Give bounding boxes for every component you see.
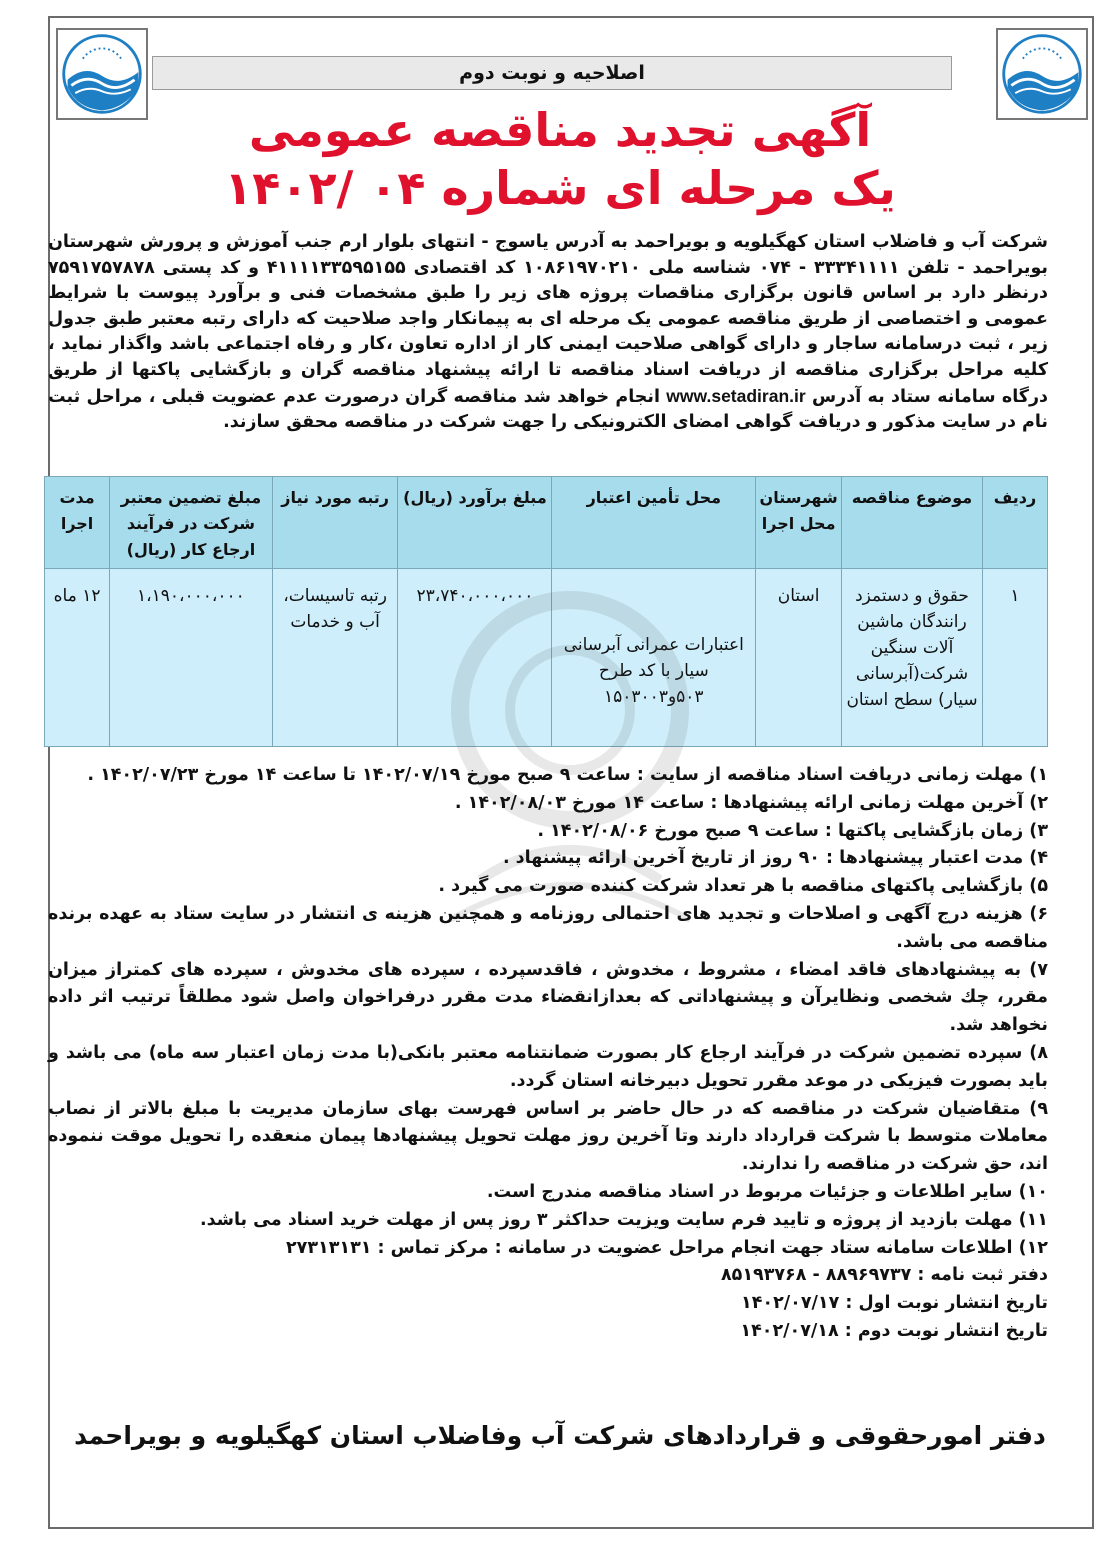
website-link[interactable]: www.setadiran.ir bbox=[666, 385, 806, 406]
page-subtitle: یک مرحله ای شماره ۰۴ /۱۴۰۲ bbox=[224, 161, 896, 215]
header-row-number: ردیف bbox=[982, 477, 1047, 569]
header-grade: رتبه مورد نیاز bbox=[272, 477, 398, 569]
cell-guarantee: ۱،۱۹۰،۰۰۰،۰۰۰ bbox=[110, 569, 273, 747]
page-title: آگهی تجدید مناقصه عمومی bbox=[248, 103, 872, 157]
header-city: شهرستان محل اجرا bbox=[756, 477, 842, 569]
term-item: ۱۰) سایر اطلاعات و جزئیات مربوط در اسناد مناقصه مندرج است. bbox=[486, 1181, 1048, 1202]
term-item: ۲) آخرین مهلت زمانی ارائه پیشنهادها : ساعت ۱۴ مورخ ۱۴۰۲/۰۸/۰۳ . bbox=[454, 792, 1048, 813]
cell-grade: رتبه تاسیسات، آب و خدمات bbox=[272, 569, 398, 747]
second-publication-date: تاریخ انتشار نوبت دوم : ۱۴۰۲/۰۷/۱۸ bbox=[740, 1320, 1048, 1341]
header-duration: مدت اجرا bbox=[45, 477, 110, 569]
header-subject: موضوع مناقصه bbox=[842, 477, 983, 569]
table-header-row bbox=[45, 477, 1048, 569]
term-item: ۶) هزینه درج آگهی و اصلاحات و تجدید های احتمالی روزنامه و همچنین هزینه ی انتشار در سایت ستاد به عهده برنده مناقصه می باشد. bbox=[48, 903, 1048, 952]
term-item: ۱۲) اطلاعات سامانه ستاد جهت انجام مراحل عضویت در سامانه : مرکز تماس : ۲۷۳۱۳۱۳۱ bbox=[286, 1237, 1048, 1258]
header-guarantee: مبلغ تضمین معتبر شرکت در فرآیند ارجاع کار (ریال) bbox=[110, 477, 273, 569]
cell-row-number: ۱ bbox=[982, 569, 1047, 747]
terms-list bbox=[48, 762, 1048, 1346]
table-row bbox=[45, 569, 1048, 747]
registry-phones: دفتر ثبت نامه : ۸۸۹۶۹۷۳۷ - ۸۵۱۹۳۷۶۸ bbox=[720, 1265, 1048, 1286]
first-publication-date: تاریخ انتشار نوبت اول : ۱۴۰۲/۰۷/۱۷ bbox=[741, 1293, 1048, 1314]
term-item: ۸) سپرده تضمین شرکت در فرآیند ارجاع کار بصورت ضمانتنامه معتبر بانکی(با مدت زمان اعتبار سه ماه) می باشد و باید بصورت فیزیکی در موعد مقرر تحویل دبیرخانه استان گردد. bbox=[48, 1042, 1048, 1091]
intro-text: شرکت آب و فاضلاب استان کهگیلویه و بویراحمد به آدرس یاسوج - انتهای بلوار ارم جنب آموزش و پرورش شهرستان بویراحمد - تلفن ۳۳۳۴۱۱۱۱ - ۰۷۴ شناسه ملی ۱۰۸۶۱۹۷۰۲۱۰ کد اقتصادی ۴۱۱۱۱۳۳۵۹۵۱۵۵ و کد پستی ۷۵۹۱۷۵۷۸۷۸ درنظر دارد بر اساس قانون برگزاری مناقصات پروژه های زیر را طبق مشخصات فنی و برآورد پیوست با شرایط عمومی و اختصاصی از طریق مناقصه عمومی یک مرحله ای به پیمانکار واجد صلاحیت که دارای رتبه معتبر طبق جدول زیر ، ثبت درسامانه ساجار و دارای گواهی صلاحیت ایمنی کار از اداره تعاون ،کار و رفاه اجتماعی باشد واگذار نماید ، کلیه مراحل برگزاری مناقصه از دریافت اسناد مناقصه تا ارائه پیشنهاد مناقصه گران و بازگشایی پاکتها از طریق درگاه سامانه ستاد به آدرس bbox=[48, 232, 1049, 407]
term-item: ۴) مدت اعتبار پیشنهادها : ۹۰ روز از تاریخ آخرین ارائه پیشنهاد . bbox=[502, 848, 1048, 869]
tender-table bbox=[44, 476, 1048, 747]
term-item: ۱) مهلت زمانی دریافت اسناد مناقصه از سایت : ساعت ۹ صبح مورخ ۱۴۰۲/۰۷/۱۹ تا ساعت ۱۴ مورخ ۱۴۰۲/۰۷/۲۳ . bbox=[87, 765, 1048, 785]
cell-estimate: ۲۳،۷۴۰،۰۰۰،۰۰۰ bbox=[398, 569, 552, 747]
term-item: ۳) زمان بازگشایی پاکتها : ساعت ۹ صبح مورخ ۱۴۰۲/۰۸/۰۶ . bbox=[537, 820, 1048, 841]
term-item: ۱۱) مهلت بازدید از پروژه و تایید فرم سایت ویزیت حداکثر ۳ روز پس از مهلت خرید اسناد می باشد. bbox=[199, 1209, 1048, 1230]
issuer-footer: دفتر امورحقوقی و قراردادهای شرکت آب وفاضلاب استان کهگیلویه و بویراحمد bbox=[74, 1421, 1046, 1450]
intro-paragraph bbox=[48, 230, 1048, 436]
term-item: ۷) به پیشنهادهای فاقد امضاء ، مشروط ، مخدوش ، فاقدسپرده ، سپرده های مخدوش ، سپرده های کمتراز میزان مقرر، چك شخصی ونظایرآن و پیشنهاداتی که بعدازانقضاء مدت مقرر درفراخوان واصل شود مطلقاً ترتیب اثر داده نخواهد شد. bbox=[48, 959, 1048, 1036]
header-estimate: مبلغ برآورد (ریال) bbox=[398, 477, 552, 569]
cell-subject: حقوق و دستمزد رانندگان ماشین آلات سنگین شرکت(آبرسانی سیار) سطح استان bbox=[842, 569, 983, 747]
amendment-banner: اصلاحیه و نوبت دوم bbox=[152, 56, 952, 90]
header-funding: محل تأمین اعتبار bbox=[552, 477, 756, 569]
intro-text-end: انجام خواهد شد مناقصه گران درصورت عدم عضویت قبلی ، مراحل ثبت نام در سایت مذکور و دریافت گواهی امضای الکترونیکی را جهت شرکت در مناقصه محقق سازند. bbox=[48, 386, 1048, 433]
cell-duration: ۱۲ ماه bbox=[45, 569, 110, 747]
cell-funding: اعتبارات عمرانی آبرسانی سیار با کد طرح ۵۰۳و۱۵۰۳۰۰۳ bbox=[552, 569, 756, 747]
cell-city: استان bbox=[756, 569, 842, 747]
term-item: ۹) متقاضیان شرکت در مناقصه که در حال حاضر بر اساس فهرست بهای سازمان مدیریت با مبلغ بالاتر از نصاب معاملات متوسط با شرکت قرارداد دارند وتا آخرین روز مهلت تحویل پیشنهادها پیمان منعقده را تحویل موقت ننموده اند، حق شرکت در مناقصه را ندارند. bbox=[48, 1098, 1048, 1175]
term-item: ۵) بازگشایی پاکتهای مناقصه با هر تعداد شرکت کننده صورت می گیرد . bbox=[438, 876, 1048, 897]
